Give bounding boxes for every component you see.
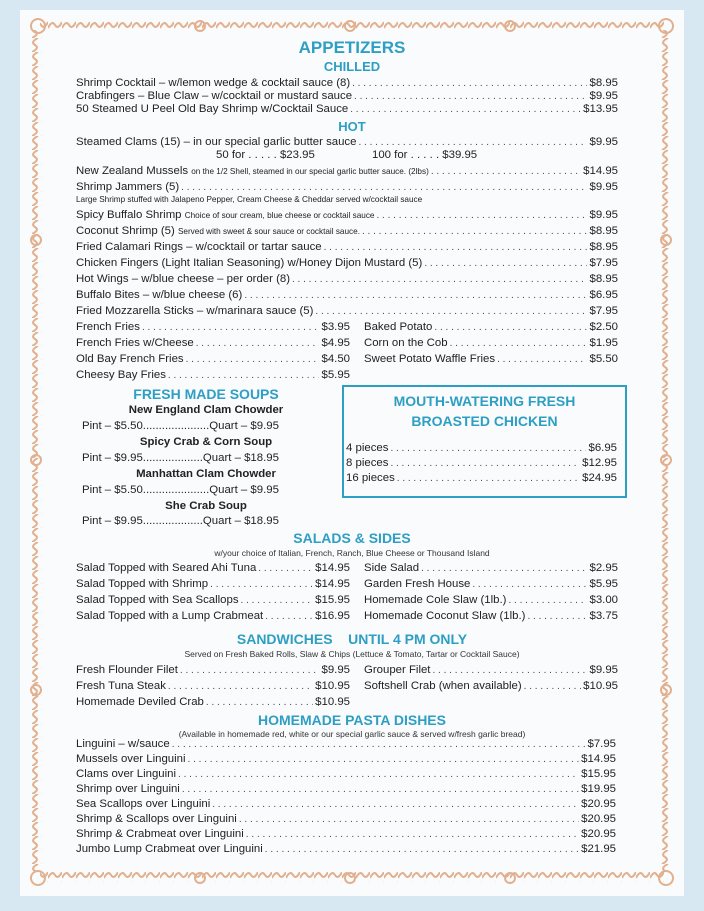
menu-item: Shrimp Jammers (5) . . . $9.95 — [76, 180, 618, 195]
clams-option-100: 100 for . . . . . $39.95 — [372, 149, 478, 161]
menu-item: Spicy Buffalo Shrimp Choice of sour cream, blue cheese or cocktail sauce . . . $9.95 — [76, 208, 618, 223]
menu-item: Cheesy Bay Fries . . . $5.95 — [76, 368, 350, 383]
chilled-title: CHILLED — [323, 59, 381, 74]
pasta-note: (Available in homemade red, white or our special garlic sauce & served w/fresh garlic bread) — [178, 729, 526, 739]
menu-item: Shrimp & Crabmeat over Linguini . . . $20.95 — [76, 827, 616, 842]
salads-title: SALADS & SIDES — [293, 530, 411, 546]
menu-item: Fried Calamari Rings – w/cocktail or tartar sauce . . . $8.95 — [76, 240, 618, 255]
appetizers-title: APPETIZERS — [298, 38, 406, 57]
hot-title: HOT — [338, 119, 366, 134]
menu-item: Baked Potato . . . $2.50 — [364, 320, 618, 335]
menu-item: Fresh Flounder Filet . . . $9.95 — [76, 663, 350, 678]
menu-item: Grouper Filet . . . $9.95 — [364, 663, 618, 678]
menu-item: Salad Topped with a Lump Crabmeat . . . $16.95 — [76, 609, 350, 624]
menu-item: Mussels over Linguini . . . $14.95 — [76, 752, 616, 767]
clams-option-50: 50 for . . . . . $23.95 — [216, 149, 315, 161]
menu-item: Linguini – w/sauce . . . $7.95 — [76, 737, 616, 752]
menu-item: 4 pieces . . . $6.95 — [346, 441, 617, 456]
menu-item: Crabfingers – Blue Claw – w/cocktail or mustard sauce . . . $9.95 — [76, 89, 618, 104]
menu-item: French Fries w/Cheese . . . $4.95 — [76, 336, 350, 351]
menu-item: 16 pieces . . . $24.95 — [346, 471, 617, 486]
menu-item: Shrimp Cocktail – w/lemon wedge & cocktail sauce (8) . . . $8.95 — [76, 76, 618, 91]
menu-item: New Zealand Mussels on the 1/2 Shell, steamed in our special garlic butter sauce. (2lbs) . . . $14.95 — [76, 164, 618, 179]
soup-prices: Pint – $9.95...................Quart – $18.95 — [82, 515, 279, 527]
menu-item: Coconut Shrimp (5) Served with sweet & sour sauce or cocktail sauce. . . . $8.95 — [76, 224, 618, 239]
menu-item: Salad Topped with Shrimp . . . $14.95 — [76, 577, 350, 592]
soup-name: She Crab Soup — [165, 500, 247, 512]
menu-item: Old Bay French Fries . . . $4.50 — [76, 352, 350, 367]
chicken-title-line1: MOUTH-WATERING FRESH — [393, 393, 576, 409]
soup-name: Manhattan Clam Chowder — [136, 468, 276, 480]
salads-note: w/your choice of Italian, French, Ranch, Blue Cheese or Thousand Island — [214, 548, 490, 558]
menu-item: Homemade Cole Slaw (1lb.) . . . $3.00 — [364, 593, 618, 608]
soup-prices: Pint – $5.50.....................Quart – $9.95 — [82, 484, 279, 496]
menu-item: Hot Wings – w/blue cheese – per order (8) . . . $8.95 — [76, 272, 618, 287]
sandwiches-note: Served on Fresh Baked Rolls, Slaw & Chips (Lettuce & Tomato, Tartar or Cocktail Sauce) — [184, 649, 520, 659]
soup-prices: Pint – $5.50.....................Quart – $9.95 — [82, 420, 279, 432]
menu-item: Shrimp over Linguini . . . $19.95 — [76, 782, 616, 797]
menu-item: Fresh Tuna Steak . . . $10.95 — [76, 679, 350, 694]
menu-item: Clams over Linguini . . . $15.95 — [76, 767, 616, 782]
pasta-title: HOMEMADE PASTA DISHES — [258, 712, 446, 728]
soup-name: New England Clam Chowder — [128, 404, 284, 416]
menu-item: Garden Fresh House . . . $5.95 — [364, 577, 618, 592]
soup-name: Spicy Crab & Corn Soup — [139, 436, 273, 448]
menu-item: Side Salad . . . $2.95 — [364, 561, 618, 576]
jammers-description: Large Shrimp stuffed with Jalapeno Pepper, Cream Cheese & Cheddar served w/cocktail sauce — [76, 195, 423, 204]
menu-item: Softshell Crab (when available) . . . $10.95 — [364, 679, 618, 694]
menu-item: Homemade Deviled Crab . . . $10.95 — [76, 695, 350, 710]
menu-item: Corn on the Cob . . . $1.95 — [364, 336, 618, 351]
menu-item: Fried Mozzarella Sticks – w/marinara sauce (5) . . . $7.95 — [76, 304, 618, 319]
menu-item: Steamed Clams (15) – in our special garlic butter sauce . . . $9.95 — [76, 135, 618, 150]
menu-item: Jumbo Lump Crabmeat over Linguini . . . $21.95 — [76, 842, 616, 857]
chicken-title-line2: BROASTED CHICKEN — [411, 413, 558, 429]
menu-item: Shrimp & Scallops over Linguini . . . $20.95 — [76, 812, 616, 827]
soup-prices: Pint – $9.95...................Quart – $18.95 — [82, 452, 279, 464]
menu-item: 50 Steamed U Peel Old Bay Shrimp w/Cocktail Sauce . . . $13.95 — [76, 102, 618, 117]
menu-item: Homemade Coconut Slaw (1lb.) . . . $3.75 — [364, 609, 618, 624]
menu-item: Sweet Potato Waffle Fries . . . $5.50 — [364, 352, 618, 367]
menu-item: Buffalo Bites – w/blue cheese (6) . . . $6.95 — [76, 288, 618, 303]
menu-item: Sea Scallops over Linguini . . . $20.95 — [76, 797, 616, 812]
menu-item: Salad Topped with Sea Scallops . . . $15.95 — [76, 593, 350, 608]
menu-item: Salad Topped with Seared Ahi Tuna . . . $14.95 — [76, 561, 350, 576]
sandwiches-title: SANDWICHES UNTIL 4 PM ONLY — [236, 631, 468, 647]
menu-item: 8 pieces . . . $12.95 — [346, 456, 617, 471]
menu-item: Chicken Fingers (Light Italian Seasoning) w/Honey Dijon Mustard (5) . . . $7.95 — [76, 256, 618, 271]
soups-title: FRESH MADE SOUPS — [133, 386, 279, 402]
menu-item: French Fries . . . $3.95 — [76, 320, 350, 335]
